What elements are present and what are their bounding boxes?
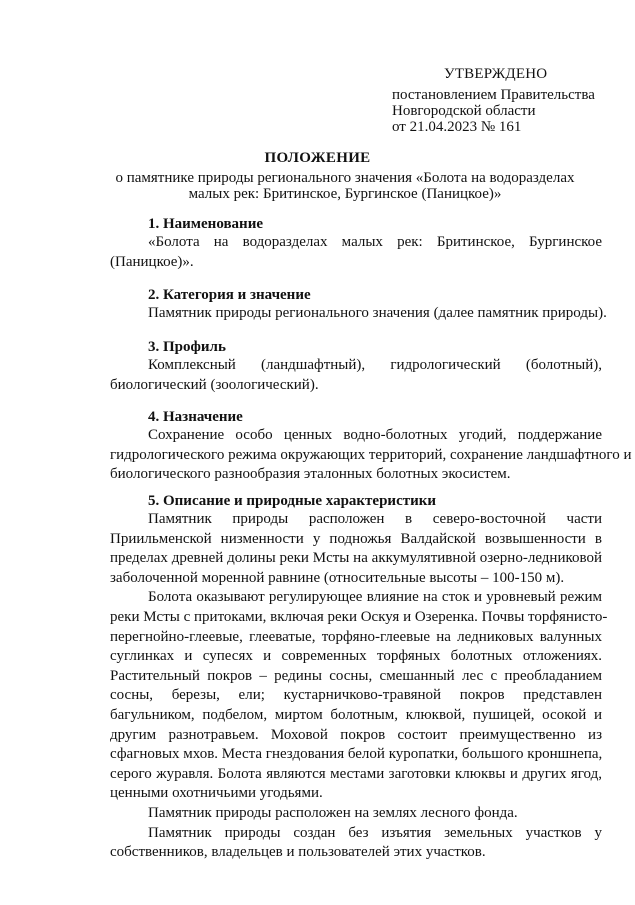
paragraph-nature: [110, 588, 608, 804]
text-line: Памятник природы регионального значения (далее памятник природы).: [148, 305, 607, 321]
section-title: 1. Наименование: [148, 216, 263, 232]
text-line: Растительный покров – редины сосны, смешанный лес с преобладанием: [110, 667, 602, 684]
text-line: пределах древней долины реки Мсты на аккумулятивной озерно-ледниковой: [110, 550, 602, 567]
text-line: (Паницкое)».: [110, 253, 194, 270]
text-line: суглинках и супесях и современных торфяных болотных отложениях.: [110, 648, 602, 665]
text-line: Памятник природы расположен в северо-восточной части: [148, 511, 602, 527]
section-purpose: [110, 408, 632, 485]
section-paragraph: [110, 233, 602, 272]
paragraph-location: [110, 510, 602, 588]
section-paragraph: [110, 356, 602, 395]
text-line: заболоченной моренной равнине (относительные высоты – 100-150 м).: [110, 569, 565, 586]
approval-line-1: постановлением Правительства: [392, 87, 595, 103]
text-line: гидрологического режима окружающих территорий, сохранение ландшафтного и: [110, 446, 632, 463]
approval-line-2: Новгородской области: [392, 103, 536, 119]
section-category: [110, 286, 607, 324]
document-subtitle: [110, 170, 580, 202]
section-title: 5. Описание и природные характеристики: [148, 493, 437, 509]
text-line: «Болота на водоразделах малых рек: Бритинское, Бургинское: [148, 234, 602, 250]
text-line: Комплексный (ландшафтный), гидрологический (болотный),: [148, 357, 602, 373]
text-line: сфагновых мхов. Места гнездования белой куропатки, большого кроншнепа,: [110, 746, 603, 763]
text-line: Приильменской низменности у подножья Валдайской возвышенности в: [110, 530, 602, 547]
section-profile: [110, 338, 602, 395]
approval-line-3: от 21.04.2023 № 161: [392, 119, 522, 135]
text-line: ценными охотничьими угодьями.: [110, 785, 323, 802]
text-line: биологического разнообразия эталонных болотных экосистем.: [110, 466, 511, 483]
text-line: Памятник природы расположен на землях лесного фонда.: [148, 804, 518, 821]
section-title: 4. Назначение: [148, 409, 243, 425]
text-line: биологический (зоологический).: [110, 376, 319, 393]
section-title: 2. Категория и значение: [148, 287, 311, 303]
document-title: ПОЛОЖЕНИЕ: [264, 150, 371, 166]
section-paragraph: [110, 304, 607, 324]
text-line: Сохранение особо ценных водно-болотных угодий, поддержание: [148, 427, 602, 443]
text-line: Памятник природы создан без изъятия земельных участков у: [148, 824, 602, 841]
section-description: [110, 492, 608, 863]
subtitle-line-2: малых рек: Бритинское, Бургинское (Паницкое)»: [188, 186, 502, 202]
text-line: перегнойно-глеевые, глееватые, торфяно-глеевые на ледниковых валунных: [110, 628, 602, 645]
text-line: другим разнотравьем. Моховой покров состоит преимущественно из: [110, 726, 602, 743]
subtitle-line-1: о памятнике природы регионального значения «Болота на водоразделах: [115, 170, 575, 186]
text-line: сосны, березы, ели; кустарничково-травяной покров представлен: [110, 687, 602, 704]
text-line: собственников, владельцев и пользователей этих участков.: [110, 844, 486, 861]
section-paragraph: [110, 426, 632, 485]
text-line: багульником, подбелом, миртом болотным, клюквой, пушицей, осокой и: [110, 706, 602, 723]
approval-head: УТВЕРЖДЕНО: [444, 66, 548, 82]
text-line: реки Мсты с притоками, включая реки Оскуя и Озеренка. Почвы торфянисто-: [110, 608, 608, 625]
section-name: [110, 215, 602, 272]
text-line: Болота оказывают регулирующее влияние на сток и уровневый режим: [148, 589, 602, 606]
section-title: 3. Профиль: [148, 339, 226, 355]
text-line: серого журавля. Болота являются местами заготовки клюквы и других ягод,: [110, 765, 602, 782]
paragraph-land: [110, 804, 602, 824]
approval-stamp: [392, 66, 612, 135]
paragraph-creation: [110, 824, 602, 863]
